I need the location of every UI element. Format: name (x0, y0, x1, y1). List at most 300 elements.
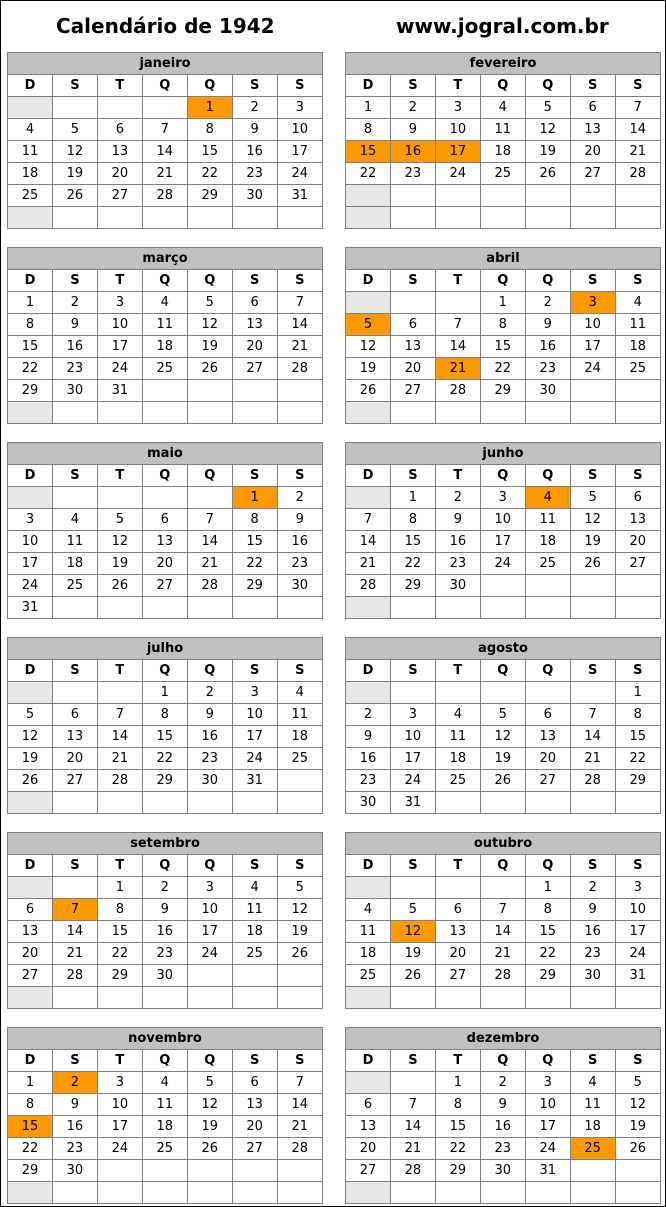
empty-cell (8, 487, 53, 509)
day-cell: 3 (390, 704, 435, 726)
day-cell: 28 (346, 575, 391, 597)
weekday-label: Q (525, 660, 570, 682)
day-cell: 5 (97, 509, 142, 531)
day-cell: 15 (8, 1116, 53, 1138)
weekday-label: T (435, 855, 480, 877)
empty-cell (570, 185, 615, 207)
day-cell: 22 (525, 943, 570, 965)
empty-cell (187, 487, 232, 509)
weekday-label: S (232, 465, 277, 487)
empty-cell (97, 207, 142, 229)
day-cell: 5 (480, 704, 525, 726)
day-cell: 6 (97, 119, 142, 141)
day-cell: 31 (277, 185, 322, 207)
day-cell: 4 (346, 899, 391, 921)
day-cell: 5 (277, 877, 322, 899)
day-cell: 9 (570, 899, 615, 921)
day-cell: 31 (525, 1160, 570, 1182)
day-cell: 11 (277, 704, 322, 726)
day-cell: 5 (52, 119, 97, 141)
empty-cell (525, 987, 570, 1009)
day-cell: 23 (570, 943, 615, 965)
day-cell: 30 (525, 380, 570, 402)
day-cell: 3 (525, 1072, 570, 1094)
weekday-label: S (615, 855, 660, 877)
day-cell: 16 (52, 336, 97, 358)
day-cell: 3 (277, 97, 322, 119)
empty-cell (570, 1160, 615, 1182)
empty-cell (187, 207, 232, 229)
day-cell: 22 (187, 163, 232, 185)
day-cell: 28 (52, 965, 97, 987)
day-cell: 20 (435, 943, 480, 965)
day-cell: 18 (615, 336, 660, 358)
month-table-novembro (7, 1027, 323, 1204)
day-cell: 22 (615, 748, 660, 770)
empty-cell (97, 402, 142, 424)
day-cell: 9 (435, 509, 480, 531)
day-cell: 1 (435, 1072, 480, 1094)
day-cell: 3 (97, 1072, 142, 1094)
empty-cell (435, 987, 480, 1009)
day-cell: 9 (525, 314, 570, 336)
weekday-label: T (435, 1050, 480, 1072)
empty-cell (346, 597, 391, 619)
month-name: junho (346, 443, 661, 465)
day-cell: 15 (435, 1116, 480, 1138)
day-cell: 30 (480, 1160, 525, 1182)
day-cell: 21 (435, 358, 480, 380)
day-cell: 19 (480, 748, 525, 770)
day-cell: 29 (142, 770, 187, 792)
day-cell: 30 (232, 185, 277, 207)
day-cell: 3 (480, 487, 525, 509)
day-cell: 18 (142, 336, 187, 358)
day-cell: 27 (615, 553, 660, 575)
day-cell: 9 (480, 1094, 525, 1116)
empty-cell (480, 207, 525, 229)
day-cell: 5 (8, 704, 53, 726)
day-cell: 27 (52, 770, 97, 792)
month-name: março (8, 248, 323, 270)
day-cell: 9 (187, 704, 232, 726)
day-cell: 23 (346, 770, 391, 792)
day-cell: 15 (615, 726, 660, 748)
day-cell: 2 (525, 292, 570, 314)
empty-cell (97, 682, 142, 704)
weekday-label: S (52, 660, 97, 682)
day-cell: 2 (435, 487, 480, 509)
month-name: novembro (8, 1028, 323, 1050)
day-cell: 24 (277, 163, 322, 185)
day-cell: 27 (346, 1160, 391, 1182)
empty-cell (232, 792, 277, 814)
empty-cell (435, 792, 480, 814)
weekday-label: S (570, 270, 615, 292)
day-cell: 8 (232, 509, 277, 531)
day-cell: 12 (187, 314, 232, 336)
empty-cell (97, 987, 142, 1009)
empty-cell (52, 487, 97, 509)
day-cell: 25 (142, 358, 187, 380)
empty-cell (390, 1182, 435, 1204)
weekday-label: S (615, 1050, 660, 1072)
day-cell: 7 (615, 97, 660, 119)
day-cell: 10 (8, 531, 53, 553)
day-cell: 9 (52, 314, 97, 336)
day-cell: 3 (232, 682, 277, 704)
day-cell: 28 (390, 1160, 435, 1182)
day-cell: 10 (232, 704, 277, 726)
day-cell: 5 (187, 292, 232, 314)
weekday-label: T (435, 270, 480, 292)
empty-cell (52, 682, 97, 704)
day-cell: 16 (525, 336, 570, 358)
day-cell: 26 (525, 163, 570, 185)
empty-cell (187, 1182, 232, 1204)
day-cell: 2 (480, 1072, 525, 1094)
empty-cell (525, 402, 570, 424)
day-cell: 6 (435, 899, 480, 921)
month-name: setembro (8, 833, 323, 855)
weekday-label: S (232, 270, 277, 292)
empty-cell (525, 185, 570, 207)
month-table-janeiro (7, 52, 323, 229)
day-cell: 17 (232, 726, 277, 748)
empty-cell (277, 380, 322, 402)
day-cell: 31 (97, 380, 142, 402)
day-cell: 28 (277, 1138, 322, 1160)
empty-cell (187, 597, 232, 619)
day-cell: 18 (8, 163, 53, 185)
day-cell: 6 (615, 487, 660, 509)
day-cell: 31 (390, 792, 435, 814)
day-cell: 26 (346, 380, 391, 402)
day-cell: 7 (435, 314, 480, 336)
day-cell: 24 (570, 358, 615, 380)
day-cell: 4 (232, 877, 277, 899)
empty-cell (346, 1072, 391, 1094)
day-cell: 17 (525, 1116, 570, 1138)
empty-cell (8, 877, 53, 899)
empty-cell (525, 575, 570, 597)
empty-cell (390, 292, 435, 314)
day-cell: 11 (480, 119, 525, 141)
weekday-label: S (615, 75, 660, 97)
empty-cell (52, 877, 97, 899)
day-cell: 20 (346, 1138, 391, 1160)
day-cell: 11 (142, 314, 187, 336)
weekday-label: D (8, 270, 53, 292)
day-cell: 23 (52, 1138, 97, 1160)
day-cell: 24 (232, 748, 277, 770)
empty-cell (142, 402, 187, 424)
day-cell: 1 (390, 487, 435, 509)
empty-cell (52, 402, 97, 424)
day-cell: 20 (615, 531, 660, 553)
month-name: dezembro (346, 1028, 661, 1050)
day-cell: 20 (525, 748, 570, 770)
day-cell: 3 (8, 509, 53, 531)
empty-cell (480, 1182, 525, 1204)
weekday-label: S (232, 660, 277, 682)
day-cell: 12 (97, 531, 142, 553)
empty-cell (615, 597, 660, 619)
day-cell: 24 (525, 1138, 570, 1160)
empty-cell (52, 597, 97, 619)
empty-cell (480, 185, 525, 207)
day-cell: 22 (346, 163, 391, 185)
day-cell: 2 (390, 97, 435, 119)
day-cell: 7 (570, 704, 615, 726)
day-cell: 5 (187, 1072, 232, 1094)
day-cell: 19 (97, 553, 142, 575)
weekday-label: D (346, 270, 391, 292)
weekday-label: Q (187, 1050, 232, 1072)
day-cell: 13 (390, 336, 435, 358)
day-cell: 25 (142, 1138, 187, 1160)
day-cell: 14 (142, 141, 187, 163)
weekday-label: Q (525, 855, 570, 877)
day-cell: 29 (480, 380, 525, 402)
empty-cell (142, 380, 187, 402)
empty-cell (142, 792, 187, 814)
day-cell: 29 (187, 185, 232, 207)
day-cell: 27 (97, 185, 142, 207)
empty-cell (570, 597, 615, 619)
day-cell: 30 (435, 575, 480, 597)
day-cell: 14 (570, 726, 615, 748)
day-cell: 21 (97, 748, 142, 770)
day-cell: 1 (187, 97, 232, 119)
empty-cell (570, 380, 615, 402)
empty-cell (142, 987, 187, 1009)
empty-cell (232, 380, 277, 402)
empty-cell (615, 402, 660, 424)
day-cell: 26 (187, 1138, 232, 1160)
empty-cell (97, 97, 142, 119)
day-cell: 13 (435, 921, 480, 943)
weekday-label: Q (142, 660, 187, 682)
day-cell: 22 (232, 553, 277, 575)
day-cell: 13 (232, 1094, 277, 1116)
day-cell: 11 (570, 1094, 615, 1116)
day-cell: 13 (570, 119, 615, 141)
day-cell: 16 (142, 921, 187, 943)
day-cell: 2 (277, 487, 322, 509)
day-cell: 16 (435, 531, 480, 553)
day-cell: 31 (8, 597, 53, 619)
day-cell: 14 (346, 531, 391, 553)
empty-cell (232, 987, 277, 1009)
day-cell: 16 (52, 1116, 97, 1138)
day-cell: 19 (525, 141, 570, 163)
day-cell: 22 (480, 358, 525, 380)
day-cell: 22 (435, 1138, 480, 1160)
day-cell: 27 (570, 163, 615, 185)
day-cell: 22 (8, 358, 53, 380)
empty-cell (390, 987, 435, 1009)
day-cell: 17 (570, 336, 615, 358)
day-cell: 20 (232, 1116, 277, 1138)
day-cell: 7 (346, 509, 391, 531)
empty-cell (570, 207, 615, 229)
month-table-abril (345, 247, 661, 424)
month-table-outubro (345, 832, 661, 1009)
day-cell: 14 (435, 336, 480, 358)
empty-cell (277, 770, 322, 792)
weekday-label: S (52, 1050, 97, 1072)
day-cell: 4 (615, 292, 660, 314)
day-cell: 15 (232, 531, 277, 553)
day-cell: 15 (390, 531, 435, 553)
day-cell: 15 (97, 921, 142, 943)
day-cell: 18 (277, 726, 322, 748)
weekday-label: Q (142, 75, 187, 97)
day-cell: 26 (97, 575, 142, 597)
day-cell: 1 (8, 292, 53, 314)
weekday-label: Q (480, 75, 525, 97)
day-cell: 14 (480, 921, 525, 943)
day-cell: 27 (142, 575, 187, 597)
day-cell: 18 (570, 1116, 615, 1138)
month-name: outubro (346, 833, 661, 855)
weekday-label: Q (525, 465, 570, 487)
day-cell: 13 (97, 141, 142, 163)
day-cell: 24 (8, 575, 53, 597)
day-cell: 13 (232, 314, 277, 336)
weekday-label: Q (480, 1050, 525, 1072)
day-cell: 12 (390, 921, 435, 943)
day-cell: 22 (8, 1138, 53, 1160)
month-name: agosto (346, 638, 661, 660)
weekday-label: Q (525, 270, 570, 292)
day-cell: 18 (435, 748, 480, 770)
day-cell: 4 (277, 682, 322, 704)
day-cell: 18 (346, 943, 391, 965)
day-cell: 22 (142, 748, 187, 770)
empty-cell (52, 1182, 97, 1204)
weekday-label: S (232, 75, 277, 97)
empty-cell (187, 987, 232, 1009)
day-cell: 6 (232, 292, 277, 314)
weekday-label: T (97, 270, 142, 292)
empty-cell (277, 965, 322, 987)
day-cell: 9 (346, 726, 391, 748)
empty-cell (435, 402, 480, 424)
day-cell: 17 (97, 336, 142, 358)
day-cell: 12 (570, 509, 615, 531)
day-cell: 16 (570, 921, 615, 943)
day-cell: 7 (142, 119, 187, 141)
day-cell: 29 (8, 380, 53, 402)
empty-cell (435, 207, 480, 229)
weekday-label: S (615, 270, 660, 292)
day-cell: 24 (187, 943, 232, 965)
empty-cell (97, 597, 142, 619)
day-cell: 13 (8, 921, 53, 943)
day-cell: 6 (346, 1094, 391, 1116)
day-cell: 21 (346, 553, 391, 575)
day-cell: 9 (232, 119, 277, 141)
empty-cell (142, 487, 187, 509)
day-cell: 4 (142, 292, 187, 314)
day-cell: 4 (435, 704, 480, 726)
empty-cell (8, 682, 53, 704)
day-cell: 21 (277, 1116, 322, 1138)
empty-cell (570, 682, 615, 704)
empty-cell (390, 207, 435, 229)
weekday-label: Q (525, 1050, 570, 1072)
day-cell: 20 (232, 336, 277, 358)
weekday-label: S (570, 465, 615, 487)
empty-cell (142, 1160, 187, 1182)
weekday-label: S (277, 855, 322, 877)
empty-cell (277, 207, 322, 229)
day-cell: 30 (570, 965, 615, 987)
day-cell: 20 (142, 553, 187, 575)
empty-cell (232, 1182, 277, 1204)
day-cell: 27 (232, 1138, 277, 1160)
day-cell: 20 (570, 141, 615, 163)
day-cell: 7 (390, 1094, 435, 1116)
weekday-label: Q (187, 855, 232, 877)
weekday-label: S (570, 1050, 615, 1072)
day-cell: 16 (187, 726, 232, 748)
day-cell: 11 (232, 899, 277, 921)
day-cell: 14 (390, 1116, 435, 1138)
day-cell: 7 (187, 509, 232, 531)
day-cell: 1 (8, 1072, 53, 1094)
day-cell: 23 (390, 163, 435, 185)
site-url: www.jogral.com.br (396, 14, 609, 38)
day-cell: 22 (390, 553, 435, 575)
empty-cell (8, 792, 53, 814)
day-cell: 13 (346, 1116, 391, 1138)
empty-cell (232, 965, 277, 987)
empty-cell (615, 207, 660, 229)
day-cell: 5 (346, 314, 391, 336)
day-cell: 28 (615, 163, 660, 185)
empty-cell (615, 987, 660, 1009)
empty-cell (8, 987, 53, 1009)
day-cell: 17 (8, 553, 53, 575)
empty-cell (232, 207, 277, 229)
day-cell: 13 (525, 726, 570, 748)
weekday-label: S (615, 465, 660, 487)
empty-cell (8, 97, 53, 119)
day-cell: 25 (480, 163, 525, 185)
day-cell: 25 (232, 943, 277, 965)
empty-cell (346, 207, 391, 229)
empty-cell (615, 1182, 660, 1204)
day-cell: 27 (8, 965, 53, 987)
day-cell: 19 (390, 943, 435, 965)
day-cell: 25 (525, 553, 570, 575)
weekday-label: S (570, 75, 615, 97)
weekday-label: T (435, 75, 480, 97)
day-cell: 19 (346, 358, 391, 380)
day-cell: 13 (142, 531, 187, 553)
day-cell: 15 (525, 921, 570, 943)
day-cell: 21 (142, 163, 187, 185)
weekday-label: D (8, 75, 53, 97)
weekday-label: S (232, 1050, 277, 1072)
empty-cell (142, 1182, 187, 1204)
day-cell: 29 (525, 965, 570, 987)
day-cell: 12 (187, 1094, 232, 1116)
empty-cell (346, 682, 391, 704)
